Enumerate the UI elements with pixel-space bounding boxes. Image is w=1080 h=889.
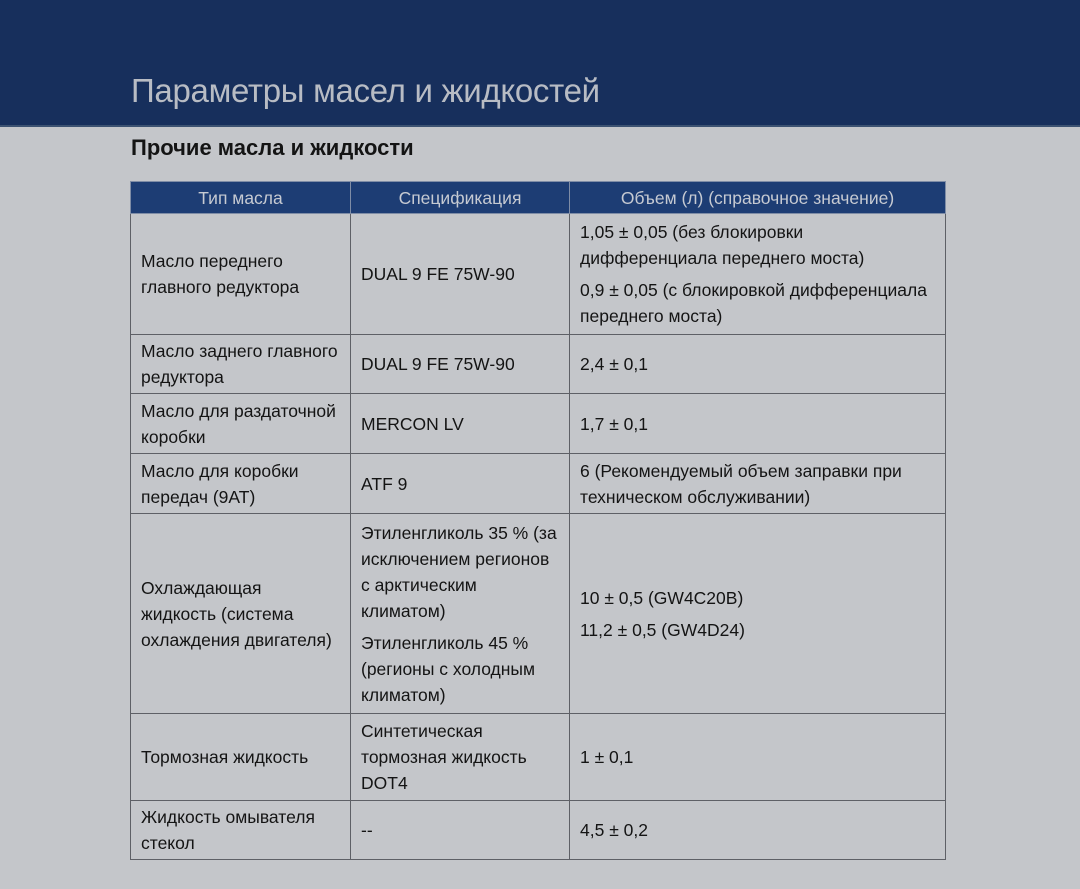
- table-row: [131, 394, 946, 454]
- cell-volume: [570, 514, 946, 714]
- table-row: [131, 454, 946, 514]
- volume-line: 1,05 ± 0,05 (без блокировки дифференциала переднего моста): [580, 222, 865, 268]
- cell-spec: [351, 454, 570, 514]
- cell-type: Масло для коробки передач (9AT): [131, 454, 351, 514]
- cell-type: Масло переднего главного редуктора: [131, 214, 351, 335]
- spec-line: DUAL 9 FE 75W-90: [361, 264, 515, 284]
- cell-type: Масло заднего главного редуктора: [131, 335, 351, 394]
- cell-volume: [570, 335, 946, 394]
- spec-line: MERCON LV: [361, 413, 464, 434]
- spec-line: Этиленгликоль 35 % (за исключением регионов с арктическим климатом): [361, 522, 557, 621]
- cell-volume: [570, 714, 946, 801]
- volume-line: 10 ± 0,5 (GW4C20B): [580, 587, 744, 608]
- cell-volume: [570, 394, 946, 454]
- page-title: Параметры масел и жидкостей: [131, 72, 600, 109]
- header-banner: [0, 0, 1080, 127]
- cell-spec: [351, 335, 570, 394]
- volume-line: 6 (Рекомендуемый объем заправки при техническом обслуживании): [580, 460, 902, 507]
- volume-line: 2,4 ± 0,1: [580, 354, 648, 374]
- cell-spec: [351, 214, 570, 335]
- spec-line: ATF 9: [361, 473, 408, 494]
- table-row: [131, 335, 946, 394]
- section-subtitle: Прочие масла и жидкости: [131, 135, 414, 160]
- volume-line: 1,7 ± 0,1: [580, 413, 648, 434]
- cell-spec: [351, 714, 570, 801]
- cell-type: Масло для раздаточной коробки: [131, 394, 351, 454]
- fluids-table: [130, 181, 946, 860]
- cell-volume: [570, 214, 946, 335]
- table-row: [131, 214, 946, 335]
- cell-type: Охлаждающая жидкость (система охлаждения двигателя): [131, 514, 351, 714]
- cell-volume: [570, 454, 946, 514]
- cell-spec: [351, 801, 570, 860]
- column-header-type: Тип масла: [131, 182, 351, 214]
- spec-line: Синтетическая тормозная жидкость DOT4: [361, 721, 527, 793]
- cell-spec: [351, 514, 570, 714]
- volume-line: 4,5 ± 0,2: [580, 820, 648, 840]
- cell-spec: [351, 394, 570, 454]
- cell-type: Жидкость омывателя стекол: [131, 801, 351, 860]
- column-header-spec: Спецификация: [351, 182, 570, 214]
- volume-line: 0,9 ± 0,05 (с блокировкой дифференциала переднего моста): [580, 280, 927, 326]
- spec-line: DUAL 9 FE 75W-90: [361, 354, 515, 374]
- table-header-row: [131, 182, 946, 214]
- volume-line: 1 ± 0,1: [580, 747, 634, 767]
- spec-line: --: [361, 820, 373, 840]
- table-row: [131, 714, 946, 801]
- column-header-volume: Объем (л) (справочное значение): [570, 182, 946, 214]
- table-row: [131, 801, 946, 860]
- table-row: [131, 514, 946, 714]
- volume-line: 11,2 ± 0,5 (GW4D24): [580, 619, 745, 640]
- cell-type: Тормозная жидкость: [131, 714, 351, 801]
- spec-line: Этиленгликоль 45 % (регионы с холодным климатом): [361, 632, 536, 705]
- cell-volume: [570, 801, 946, 860]
